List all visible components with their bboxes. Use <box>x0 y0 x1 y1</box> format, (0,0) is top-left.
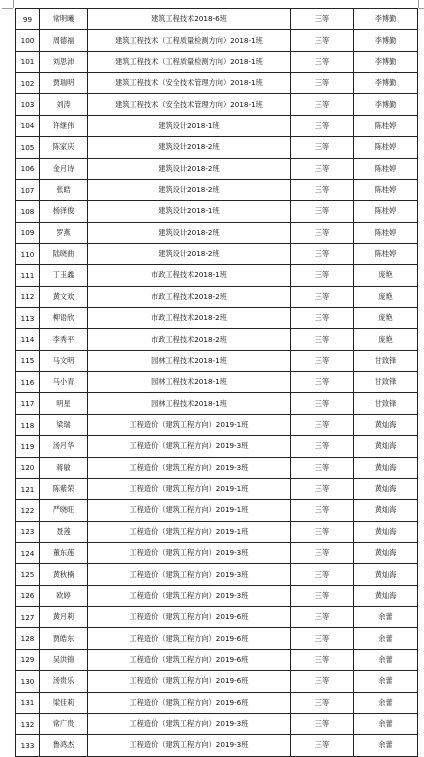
table-row <box>16 115 418 136</box>
instructor-name: 李博勤 <box>354 73 418 94</box>
table-row <box>16 521 418 542</box>
table-row <box>16 308 418 329</box>
instructor-name: 庞艳 <box>354 265 418 286</box>
student-name: 欧婷 <box>40 585 88 606</box>
class-name: 工程造价（建筑工程方向）2019-3班 <box>88 436 291 457</box>
student-name: 罗燕 <box>40 222 88 243</box>
instructor-name: 庞艳 <box>354 329 418 350</box>
award-level: 三等 <box>291 457 354 478</box>
table-row <box>16 137 418 158</box>
row-number: 121 <box>16 478 40 499</box>
award-level: 三等 <box>291 179 354 200</box>
row-number: 127 <box>16 607 40 628</box>
class-name: 工程造价（建筑工程方向）2019-1班 <box>88 521 291 542</box>
award-level: 三等 <box>291 243 354 264</box>
table-row <box>16 500 418 521</box>
table-row <box>16 94 418 115</box>
instructor-name: 余蕾 <box>354 713 418 734</box>
instructor-name: 陈桂婷 <box>354 115 418 136</box>
table-row <box>16 393 418 414</box>
student-name: 聂莲 <box>40 521 88 542</box>
award-level: 三等 <box>291 115 354 136</box>
award-level: 三等 <box>291 713 354 734</box>
row-number: 129 <box>16 649 40 670</box>
row-number: 115 <box>16 350 40 371</box>
instructor-name: 庞艳 <box>354 308 418 329</box>
class-name: 工程造价（建筑工程方向）2019-3班 <box>88 585 291 606</box>
table-row <box>16 414 418 435</box>
class-name: 园林工程技术2018-1班 <box>88 393 291 414</box>
row-number: 105 <box>16 137 40 158</box>
student-name: 明星 <box>40 393 88 414</box>
table-row <box>16 243 418 264</box>
row-number: 99 <box>16 9 40 30</box>
table-row <box>16 179 418 200</box>
instructor-name: 陈桂婷 <box>354 222 418 243</box>
table-row <box>16 158 418 179</box>
student-name: 刘思沛 <box>40 51 88 72</box>
table-row <box>16 222 418 243</box>
instructor-name: 甘致锋 <box>354 350 418 371</box>
student-name: 常广贵 <box>40 713 88 734</box>
row-number: 119 <box>16 436 40 457</box>
row-number: 120 <box>16 457 40 478</box>
instructor-name: 李博勤 <box>354 51 418 72</box>
instructor-name: 陈桂婷 <box>354 243 418 264</box>
class-name: 建筑工程技术（工程质量检测方向）2018-1班 <box>88 51 291 72</box>
instructor-name: 余蕾 <box>354 692 418 713</box>
table-row <box>16 478 418 499</box>
class-name: 工程造价（建筑工程方向）2019-6班 <box>88 607 291 628</box>
table-row <box>16 286 418 307</box>
instructor-name: 甘致锋 <box>354 372 418 393</box>
row-number: 104 <box>16 115 40 136</box>
student-name: 贾皓东 <box>40 628 88 649</box>
instructor-name: 陈桂婷 <box>354 137 418 158</box>
class-name: 工程造价（建筑工程方向）2019-3班 <box>88 713 291 734</box>
table-row <box>16 671 418 692</box>
class-name: 建筑工程技术（安全技术管理方向）2018-1班 <box>88 94 291 115</box>
row-number: 106 <box>16 158 40 179</box>
class-name: 建筑设计2018-2班 <box>88 179 291 200</box>
student-name: 周德福 <box>40 30 88 51</box>
award-level: 三等 <box>291 94 354 115</box>
student-name: 许继伟 <box>40 115 88 136</box>
instructor-name: 余蕾 <box>354 735 418 756</box>
table-row <box>16 372 418 393</box>
instructor-name: 黄灿海 <box>354 542 418 563</box>
award-level: 三等 <box>291 671 354 692</box>
award-level: 三等 <box>291 73 354 94</box>
table-row <box>16 713 418 734</box>
instructor-name: 庞艳 <box>354 286 418 307</box>
row-number: 116 <box>16 372 40 393</box>
award-level: 三等 <box>291 542 354 563</box>
instructor-name: 黄灿海 <box>354 436 418 457</box>
award-level: 三等 <box>291 350 354 371</box>
award-level: 三等 <box>291 222 354 243</box>
student-name: 金月诗 <box>40 158 88 179</box>
table-row <box>16 329 418 350</box>
award-level: 三等 <box>291 393 354 414</box>
award-level: 三等 <box>291 500 354 521</box>
row-number: 108 <box>16 201 40 222</box>
instructor-name: 黄灿海 <box>354 457 418 478</box>
table-row <box>16 457 418 478</box>
class-name: 建筑设计2018-2班 <box>88 243 291 264</box>
class-name: 建筑工程技术2018-6班 <box>88 9 291 30</box>
award-level: 三等 <box>291 308 354 329</box>
student-name: 黄文欢 <box>40 286 88 307</box>
table-row <box>16 607 418 628</box>
table-row <box>16 585 418 606</box>
award-level: 三等 <box>291 137 354 158</box>
student-name: 梁佳莉 <box>40 692 88 713</box>
table-row <box>16 564 418 585</box>
class-name: 建筑设计2018-1班 <box>88 115 291 136</box>
table-row <box>16 265 418 286</box>
student-name: 蒋敏 <box>40 457 88 478</box>
table-row <box>16 735 418 756</box>
class-name: 工程造价（建筑工程方向）2019-6班 <box>88 628 291 649</box>
class-name: 园林工程技术2018-1班 <box>88 372 291 393</box>
student-name: 常明曦 <box>40 9 88 30</box>
class-name: 建筑设计2018-2班 <box>88 158 291 179</box>
award-level: 三等 <box>291 201 354 222</box>
table-row <box>16 201 418 222</box>
award-table <box>15 8 418 757</box>
class-name: 工程造价（建筑工程方向）2019-6班 <box>88 649 291 670</box>
instructor-name: 李博勤 <box>354 9 418 30</box>
award-level: 三等 <box>291 649 354 670</box>
instructor-name: 余蕾 <box>354 671 418 692</box>
student-name: 严晓旺 <box>40 500 88 521</box>
student-name: 马小青 <box>40 372 88 393</box>
award-level: 三等 <box>291 286 354 307</box>
instructor-name: 余蕾 <box>354 649 418 670</box>
student-name: 杨泽俊 <box>40 201 88 222</box>
instructor-name: 李博勤 <box>354 30 418 51</box>
row-number: 123 <box>16 521 40 542</box>
row-number: 131 <box>16 692 40 713</box>
student-name: 陈紫荣 <box>40 478 88 499</box>
student-name: 鲁鸿杰 <box>40 735 88 756</box>
class-name: 市政工程技术2018-2班 <box>88 329 291 350</box>
instructor-name: 黄灿海 <box>354 500 418 521</box>
award-level: 三等 <box>291 158 354 179</box>
table-row <box>16 436 418 457</box>
student-name: 贾瑞明 <box>40 73 88 94</box>
class-name: 园林工程技术2018-1班 <box>88 350 291 371</box>
row-number: 125 <box>16 564 40 585</box>
award-level: 三等 <box>291 585 354 606</box>
instructor-name: 黄灿海 <box>354 521 418 542</box>
instructor-name: 陈桂婷 <box>354 179 418 200</box>
instructor-name: 黄灿海 <box>354 564 418 585</box>
instructor-name: 陈桂婷 <box>354 158 418 179</box>
student-name: 柳语欣 <box>40 308 88 329</box>
row-number: 126 <box>16 585 40 606</box>
student-name: 董东莲 <box>40 542 88 563</box>
instructor-name: 黄灿海 <box>354 478 418 499</box>
student-name: 黄月莉 <box>40 607 88 628</box>
student-name: 陈家庆 <box>40 137 88 158</box>
class-name: 工程造价（建筑工程方向）2019-6班 <box>88 692 291 713</box>
award-level: 三等 <box>291 564 354 585</box>
student-name: 梁瑞 <box>40 414 88 435</box>
row-number: 124 <box>16 542 40 563</box>
row-number: 114 <box>16 329 40 350</box>
instructor-name: 甘致锋 <box>354 393 418 414</box>
table-row <box>16 350 418 371</box>
row-number: 117 <box>16 393 40 414</box>
award-level: 三等 <box>291 372 354 393</box>
table-row <box>16 73 418 94</box>
row-number: 130 <box>16 671 40 692</box>
row-number: 112 <box>16 286 40 307</box>
class-name: 工程造价（建筑工程方向）2019-3班 <box>88 542 291 563</box>
student-name: 李秀平 <box>40 329 88 350</box>
class-name: 工程造价（建筑工程方向）2019-1班 <box>88 478 291 499</box>
award-table-body <box>16 9 418 757</box>
table-row <box>16 51 418 72</box>
award-level: 三等 <box>291 30 354 51</box>
instructor-name: 李博勤 <box>354 94 418 115</box>
award-level: 三等 <box>291 478 354 499</box>
student-name: 黄秋楠 <box>40 564 88 585</box>
instructor-name: 黄灿海 <box>354 585 418 606</box>
row-number: 103 <box>16 94 40 115</box>
row-number: 113 <box>16 308 40 329</box>
student-name: 张皓 <box>40 179 88 200</box>
class-name: 建筑设计2018-2班 <box>88 137 291 158</box>
class-name: 建筑设计2018-2班 <box>88 222 291 243</box>
award-level: 三等 <box>291 735 354 756</box>
table-row <box>16 628 418 649</box>
student-name: 马文明 <box>40 350 88 371</box>
class-name: 建筑工程技术（工程质量检测方向）2018-1班 <box>88 30 291 51</box>
table-row <box>16 692 418 713</box>
row-number: 122 <box>16 500 40 521</box>
class-name: 建筑设计2018-1班 <box>88 201 291 222</box>
row-number: 133 <box>16 735 40 756</box>
row-number: 128 <box>16 628 40 649</box>
row-number: 107 <box>16 179 40 200</box>
instructor-name: 余蕾 <box>354 628 418 649</box>
award-level: 三等 <box>291 414 354 435</box>
award-level: 三等 <box>291 51 354 72</box>
instructor-name: 余蕾 <box>354 607 418 628</box>
award-level: 三等 <box>291 521 354 542</box>
class-name: 市政工程技术2018-1班 <box>88 265 291 286</box>
award-level: 三等 <box>291 692 354 713</box>
student-name: 陆晓曲 <box>40 243 88 264</box>
student-name: 丁玉鑫 <box>40 265 88 286</box>
student-name: 汤月华 <box>40 436 88 457</box>
student-name: 刘涛 <box>40 94 88 115</box>
class-name: 工程造价（建筑工程方向）2019-1班 <box>88 500 291 521</box>
class-name: 工程造价（建筑工程方向）2019-1班 <box>88 414 291 435</box>
student-name: 吴洪锦 <box>40 649 88 670</box>
award-level: 三等 <box>291 265 354 286</box>
row-number: 132 <box>16 713 40 734</box>
class-name: 工程造价（建筑工程方向）2019-3班 <box>88 457 291 478</box>
row-number: 100 <box>16 30 40 51</box>
row-number: 109 <box>16 222 40 243</box>
row-number: 118 <box>16 414 40 435</box>
row-number: 111 <box>16 265 40 286</box>
class-name: 市政工程技术2018-2班 <box>88 286 291 307</box>
student-name: 汤贵乐 <box>40 671 88 692</box>
award-level: 三等 <box>291 329 354 350</box>
award-level: 三等 <box>291 628 354 649</box>
table-row <box>16 649 418 670</box>
class-name: 建筑工程技术（安全技术管理方向）2018-1班 <box>88 73 291 94</box>
award-level: 三等 <box>291 436 354 457</box>
instructor-name: 陈桂婷 <box>354 201 418 222</box>
class-name: 工程造价（建筑工程方向）2019-3班 <box>88 564 291 585</box>
award-level: 三等 <box>291 607 354 628</box>
award-level: 三等 <box>291 9 354 30</box>
row-number: 101 <box>16 51 40 72</box>
class-name: 工程造价（建筑工程方向）2019-3班 <box>88 735 291 756</box>
row-number: 110 <box>16 243 40 264</box>
table-row <box>16 9 418 30</box>
class-name: 工程造价（建筑工程方向）2019-6班 <box>88 671 291 692</box>
instructor-name: 黄灿海 <box>354 414 418 435</box>
row-number: 102 <box>16 73 40 94</box>
table-row <box>16 30 418 51</box>
class-name: 市政工程技术2018-2班 <box>88 308 291 329</box>
